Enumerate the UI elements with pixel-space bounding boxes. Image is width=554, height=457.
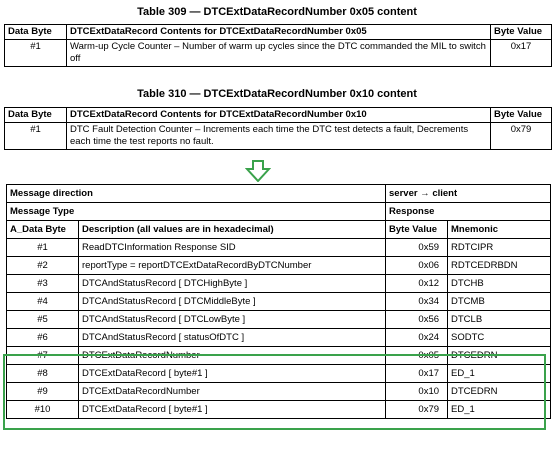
- header-byte-value: Byte Value: [386, 221, 448, 239]
- row-byte-value: 0x56: [386, 311, 448, 329]
- row-description: DTCExtDataRecord [ byte#1 ]: [79, 401, 386, 419]
- row-byte-value: 0x24: [386, 329, 448, 347]
- row-mnemonic: RDTCEDRBDN: [448, 257, 551, 275]
- header-data-byte: Data Byte: [5, 108, 67, 123]
- row-description: reportType = reportDTCExtDataRecordByDTCNumber: [79, 257, 386, 275]
- row-data-byte: #1: [7, 239, 79, 257]
- row-mnemonic: DTCHB: [448, 275, 551, 293]
- row-mnemonic: DTCEDRN: [448, 347, 551, 365]
- header-a-data-byte: A_Data Byte: [7, 221, 79, 239]
- row-byte-value: 0x06: [386, 257, 448, 275]
- row-mnemonic: DTCLB: [448, 311, 551, 329]
- direction-value: server → client: [386, 185, 551, 203]
- row-byte-value: 0x05: [386, 347, 448, 365]
- row-description: DTCExtDataRecord [ byte#1 ]: [79, 365, 386, 383]
- row-mnemonic: ED_1: [448, 401, 551, 419]
- row-mnemonic: DTCMB: [448, 293, 551, 311]
- header-data-byte: Data Byte: [5, 25, 67, 40]
- cell-contents: DTC Fault Detection Counter – Increments each time the DTC test detects a fault, Decrements each time the test reports no fault.: [67, 123, 491, 150]
- table-row: [7, 311, 551, 329]
- header-byte-value: Byte Value: [491, 108, 552, 123]
- header-mnemonic: Mnemonic: [448, 221, 551, 239]
- row-data-byte: #6: [7, 329, 79, 347]
- row-byte-value: 0x12: [386, 275, 448, 293]
- cell-byte-value: 0x79: [491, 123, 552, 150]
- row-data-byte: #7: [7, 347, 79, 365]
- highlight-box: [3, 354, 546, 430]
- table-row: [7, 275, 551, 293]
- row-data-byte: #8: [7, 365, 79, 383]
- row-description: DTCAndStatusRecord [ statusOfDTC ]: [79, 329, 386, 347]
- row-data-byte: #3: [7, 275, 79, 293]
- row-description: DTCAndStatusRecord [ DTCHighByte ]: [79, 275, 386, 293]
- header-contents: DTCExtDataRecord Contents for DTCExtDataRecordNumber 0x10: [67, 108, 491, 123]
- row-mnemonic: DTCEDRN: [448, 383, 551, 401]
- type-value: Response: [386, 203, 551, 221]
- table-row: [7, 239, 551, 257]
- cell-data-byte: #1: [5, 123, 67, 150]
- table-row: [7, 293, 551, 311]
- table-row: [7, 257, 551, 275]
- header-byte-value: Byte Value: [491, 25, 552, 40]
- row-data-byte: #9: [7, 383, 79, 401]
- row-byte-value: 0x17: [386, 365, 448, 383]
- row-byte-value: 0x10: [386, 383, 448, 401]
- row-mnemonic: ED_1: [448, 365, 551, 383]
- table-309: [4, 24, 552, 67]
- row-data-byte: #10: [7, 401, 79, 419]
- row-mnemonic: RDTCIPR: [448, 239, 551, 257]
- row-description: DTCExtDataRecordNumber: [79, 347, 386, 365]
- row-data-byte: #5: [7, 311, 79, 329]
- row-mnemonic: SODTC: [448, 329, 551, 347]
- row-byte-value: 0x59: [386, 239, 448, 257]
- row-description: ReadDTCInformation Response SID: [79, 239, 386, 257]
- table-309-caption: Table 309 — DTCExtDataRecordNumber 0x05 content: [137, 6, 417, 18]
- row-data-byte: #4: [7, 293, 79, 311]
- type-label: Message Type: [7, 203, 386, 221]
- row-byte-value: 0x34: [386, 293, 448, 311]
- table-row: [7, 329, 551, 347]
- down-arrow-icon: [245, 160, 271, 182]
- row-description: DTCAndStatusRecord [ DTCLowByte ]: [79, 311, 386, 329]
- cell-data-byte: #1: [5, 40, 67, 67]
- table-310-caption: Table 310 — DTCExtDataRecordNumber 0x10 content: [137, 88, 417, 100]
- row-description: DTCAndStatusRecord [ DTCMiddleByte ]: [79, 293, 386, 311]
- cell-contents: Warm-up Cycle Counter – Number of warm up cycles since the DTC commanded the MIL to switch off: [67, 40, 491, 67]
- table-310: [4, 107, 552, 150]
- direction-label: Message direction: [7, 185, 386, 203]
- cell-byte-value: 0x17: [491, 40, 552, 67]
- row-data-byte: #2: [7, 257, 79, 275]
- header-contents: DTCExtDataRecord Contents for DTCExtDataRecordNumber 0x05: [67, 25, 491, 40]
- header-description: Description (all values are in hexadecimal): [79, 221, 386, 239]
- row-description: DTCExtDataRecordNumber: [79, 383, 386, 401]
- row-byte-value: 0x79: [386, 401, 448, 419]
